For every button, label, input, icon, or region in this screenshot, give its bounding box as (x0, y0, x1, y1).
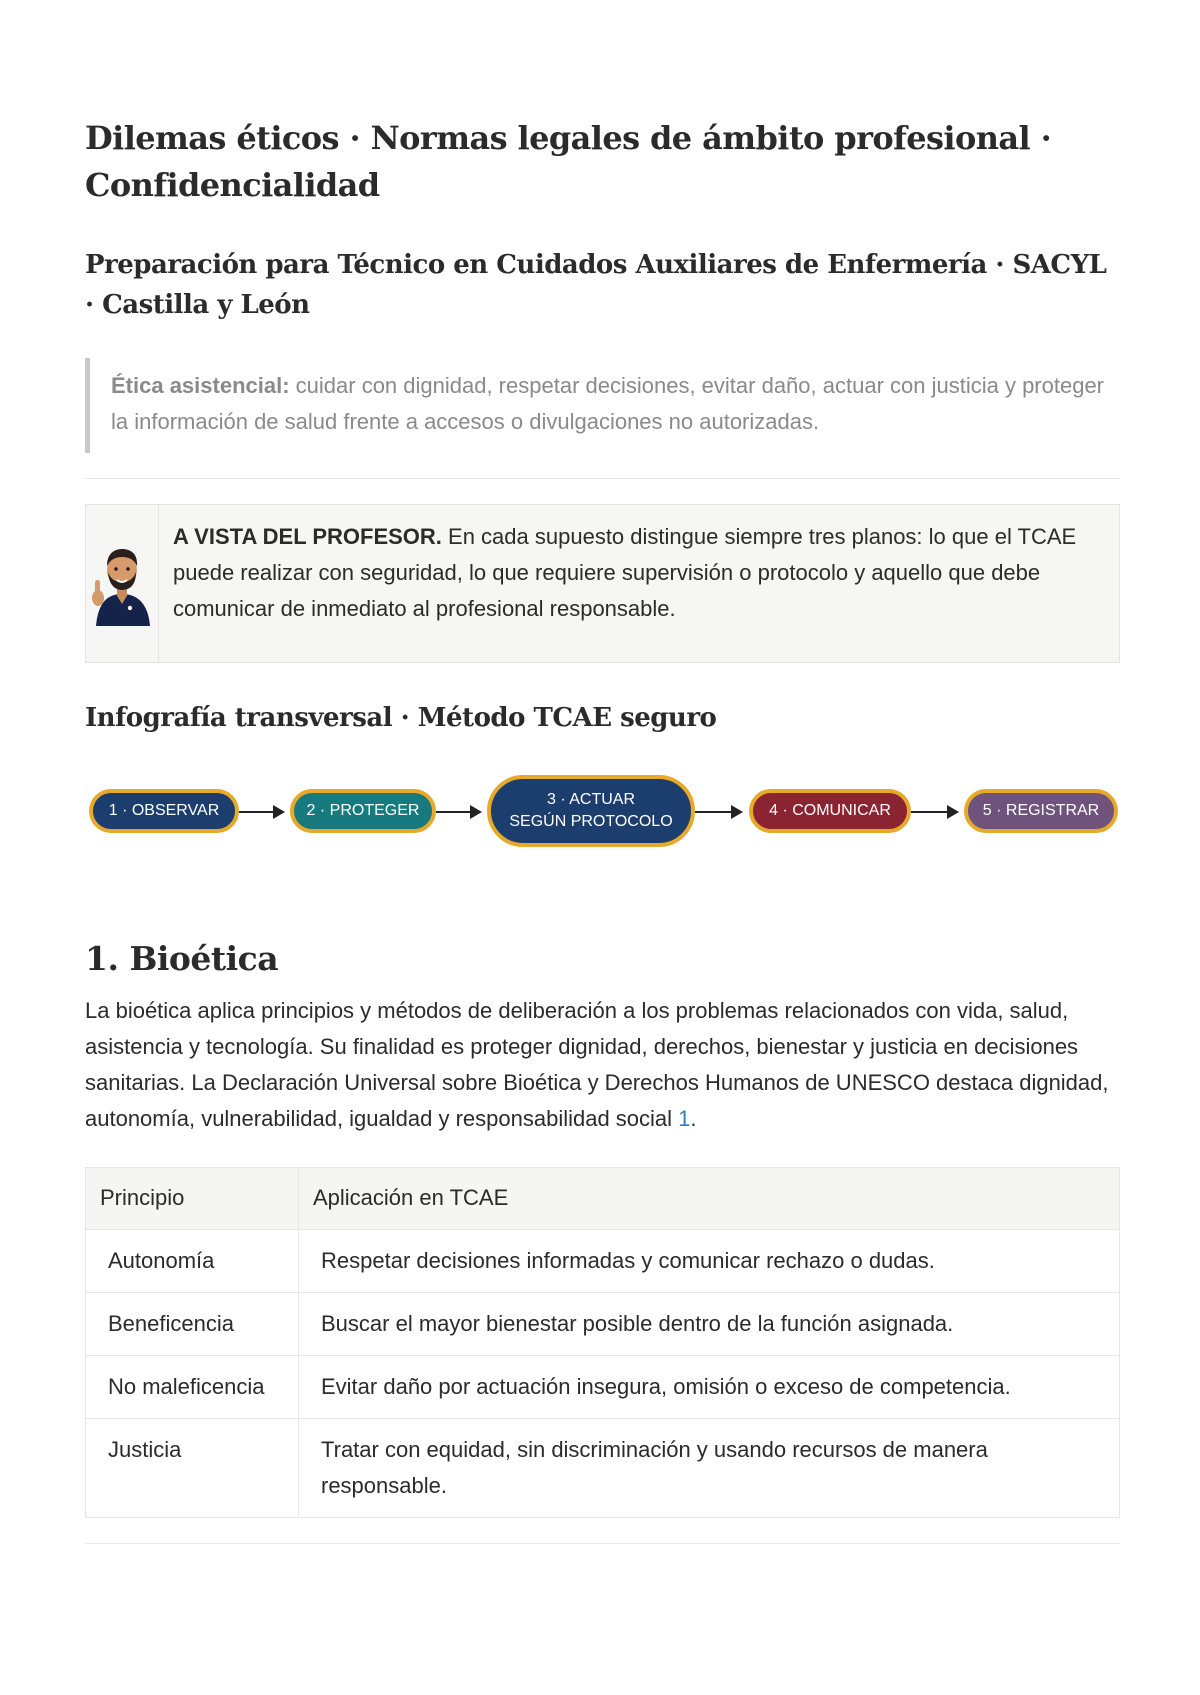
step-label: 5 · REGISTRAR (982, 802, 1100, 819)
table-row (86, 1293, 1120, 1356)
paragraph-text: La bioética aplica principios y métodos de deliberación a los problemas relacionados con vida, salud, asistencia y tecnología. Su finalidad es proteger dignidad, derechos, bienestar y justicia en decisiones sanitarias. La Declaración Universal sobre Bioética y Derechos Humanos de UNESCO destaca dignidad, autonomía, vulnerabilidad, igualdad y responsabilidad social (85, 998, 1109, 1131)
infographic-title: Infografía transversal · Método TCAE seguro (85, 703, 717, 733)
quote-label: Ética asistencial: (111, 373, 290, 398)
step-comunicar (749, 789, 911, 833)
section-paragraph (85, 993, 1120, 1137)
table-row (86, 1356, 1120, 1419)
step-label: 4 · COMUNICAR (769, 802, 891, 819)
teacher-note-label: A VISTA DEL PROFESOR. (173, 524, 442, 549)
flow-arrow (436, 811, 480, 813)
table-cell: Justicia (86, 1419, 299, 1518)
teacher-avatar-cell (86, 505, 159, 662)
step-label-line2: SEGÚN PROTOCOLO (509, 813, 673, 830)
table-row (86, 1419, 1120, 1518)
table-cell: Beneficencia (86, 1293, 299, 1356)
step-label: 1 · OBSERVAR (108, 802, 220, 819)
teacher-note-text (159, 505, 1119, 662)
paragraph-end: . (690, 1106, 697, 1131)
step-actuar (487, 775, 695, 847)
ethics-quote (85, 358, 1120, 453)
column-header: Principio (86, 1168, 299, 1230)
reference-link[interactable]: 1 (678, 1106, 691, 1131)
step-observar (89, 789, 239, 833)
page-subtitle: Preparación para Técnico en Cuidados Auxiliares de Enfermería · SACYL · Castilla y León (85, 250, 1107, 320)
teacher-avatar (86, 542, 158, 626)
principles-table (85, 1167, 1120, 1518)
teacher-note-body: En cada supuesto distingue siempre tres planos: lo que el TCAE puede realizar con seguridad, lo que requiere supervisión o protocolo y aquello que debe comunicar de inmediato al profesional responsable. (173, 524, 1077, 621)
table-cell: Evitar daño por actuación insegura, omisión o exceso de competencia. (299, 1356, 1120, 1419)
table-cell: Respetar decisiones informadas y comunicar rechazo o dudas. (299, 1230, 1120, 1293)
document-content (85, 115, 1120, 1544)
section-heading-bioetica: 1. Bioética (85, 939, 279, 978)
table-header-row (86, 1168, 1120, 1230)
table-cell: Buscar el mayor bienestar posible dentro de la función asignada. (299, 1293, 1120, 1356)
step-registrar (964, 789, 1118, 833)
table-cell: Autonomía (86, 1230, 299, 1293)
divider (85, 1543, 1120, 1544)
step-proteger (290, 789, 436, 833)
divider (85, 478, 1120, 479)
teacher-note (85, 504, 1120, 663)
column-header: Aplicación en TCAE (299, 1168, 1120, 1230)
quote-text: cuidar con dignidad, respetar decisiones, evitar daño, actuar con justicia y proteger la información de salud frente a accesos o divulgaciones no autorizadas. (111, 373, 1105, 434)
method-flow (85, 775, 1120, 847)
step-label: 3 · ACTUAR (546, 791, 635, 808)
flow-arrow (239, 811, 283, 813)
flow-arrow (911, 811, 957, 813)
table-cell: Tratar con equidad, sin discriminación y usando recursos de manera responsable. (299, 1419, 1120, 1518)
table-cell: No maleficencia (86, 1356, 299, 1419)
flow-arrow (695, 811, 741, 813)
page-title: Dilemas éticos · Normas legales de ámbito profesional · Confidencialidad (85, 119, 1052, 204)
table-row (86, 1230, 1120, 1293)
step-label: 2 · PROTEGER (306, 802, 420, 819)
